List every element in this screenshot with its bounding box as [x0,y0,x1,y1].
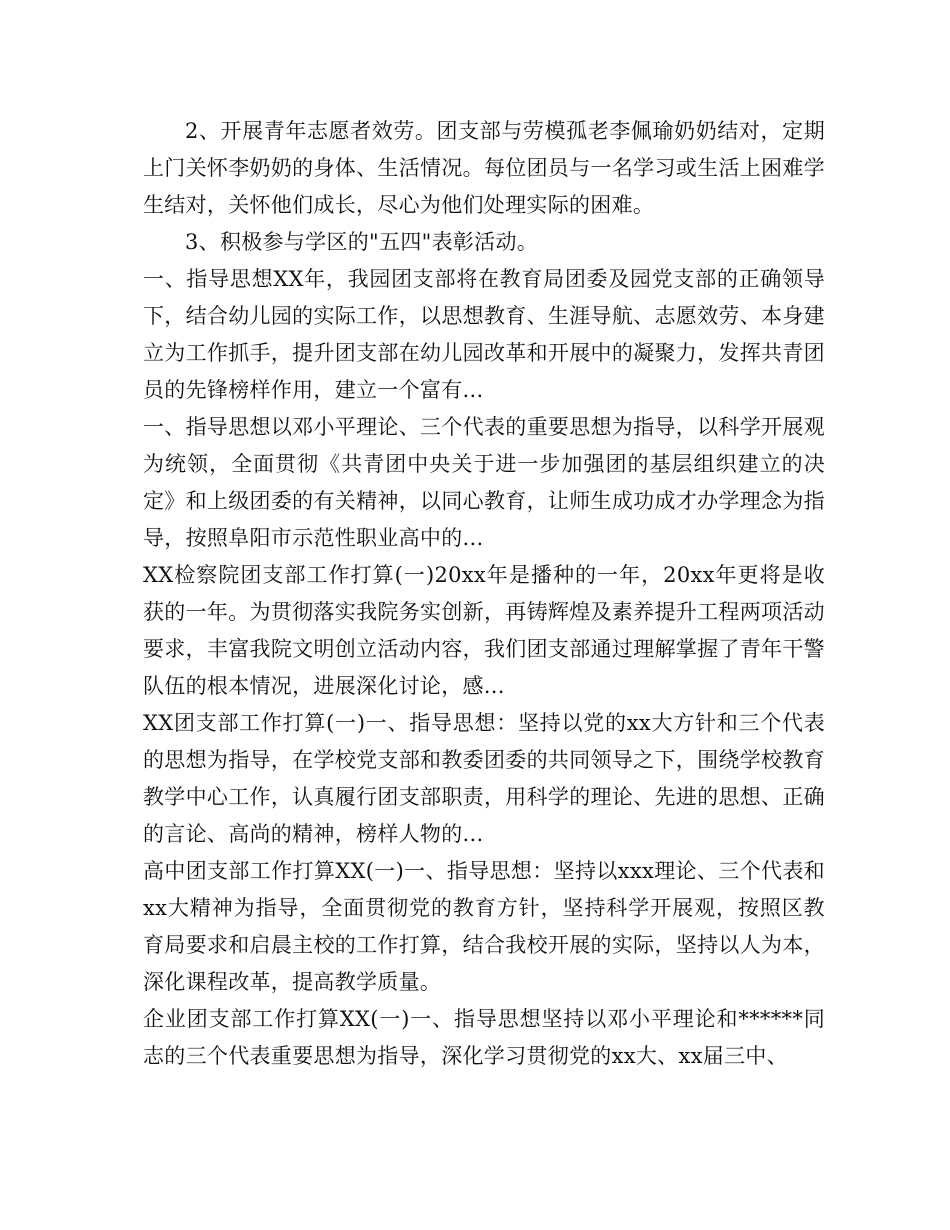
document-body [143,113,825,1075]
paragraph-procuratorate-plan: XX检察院团支部工作打算(一)20xx年是播种的一年，20xx年更将是收获的一年。为贯彻落实我院务实创新，再铸辉煌及素养提升工程两项活动要求，丰富我院文明创立活动内容，我们团支部通过理解掌握了青年干警队伍的根本情况，进展深化讨论，感... [143,563,825,698]
paragraph-vocational-school-plan: 一、指导思想以邓小平理论、三个代表的重要思想为指导，以科学开展观为统领，全面贯彻《共青团中央关于进一步加强团的基层组织建立的决定》和上级团委的有关精神，以同心教育，让师生成功成才办学理念为指导，按照阜阳市示范性职业高中的... [143,415,825,550]
paragraph-high-school-plan: 高中团支部工作打算XX(一)一、指导思想：坚持以xxx理论、三个代表和xx大精神为指导，全面贯彻党的教育方针，坚持科学开展观，按照区教育局要求和启晨主校的工作打算，结合我校开展的实际，坚持以人为本，深化课程改革，提高教学质量。 [143,859,825,994]
paragraph-enterprise-plan: 企业团支部工作打算XX(一)一、指导思想坚持以邓小平理论和******同志的三个代表重要思想为指导，深化学习贯彻党的xx大、xx届三中、 [143,1007,825,1068]
paragraph-school-branch-plan: XX团支部工作打算(一)一、指导思想：坚持以党的xx大方针和三个代表的思想为指导，在学校党支部和教委团委的共同领导之下，围绕学校教育教学中心工作，认真履行团支部职责，用科学的理论、先进的思想、正确的言论、高尚的精神，榜样人物的... [143,711,825,846]
paragraph-may-fourth-awards: 3、积极参与学区的"五四"表彰活动。 [185,230,539,254]
paragraph-kindergarten-plan: 一、指导思想XX年，我园团支部将在教育局团委及园党支部的正确领导下，结合幼儿园的实际工作，以思想教育、生涯导航、志愿效劳、本身建立为工作抓手，提升团支部在幼儿园改革和开展中的凝聚力，发挥共青团员的先锋榜样作用，建立一个富有... [143,267,825,402]
paragraph-volunteer-service: 2、开展青年志愿者效劳。团支部与劳模孤老李佩瑜奶奶结对，定期上门关怀李奶奶的身体、生活情况。每位团员与一名学习或生活上困难学生结对，关怀他们成长，尽心为他们处理实际的困难。 [143,119,825,217]
